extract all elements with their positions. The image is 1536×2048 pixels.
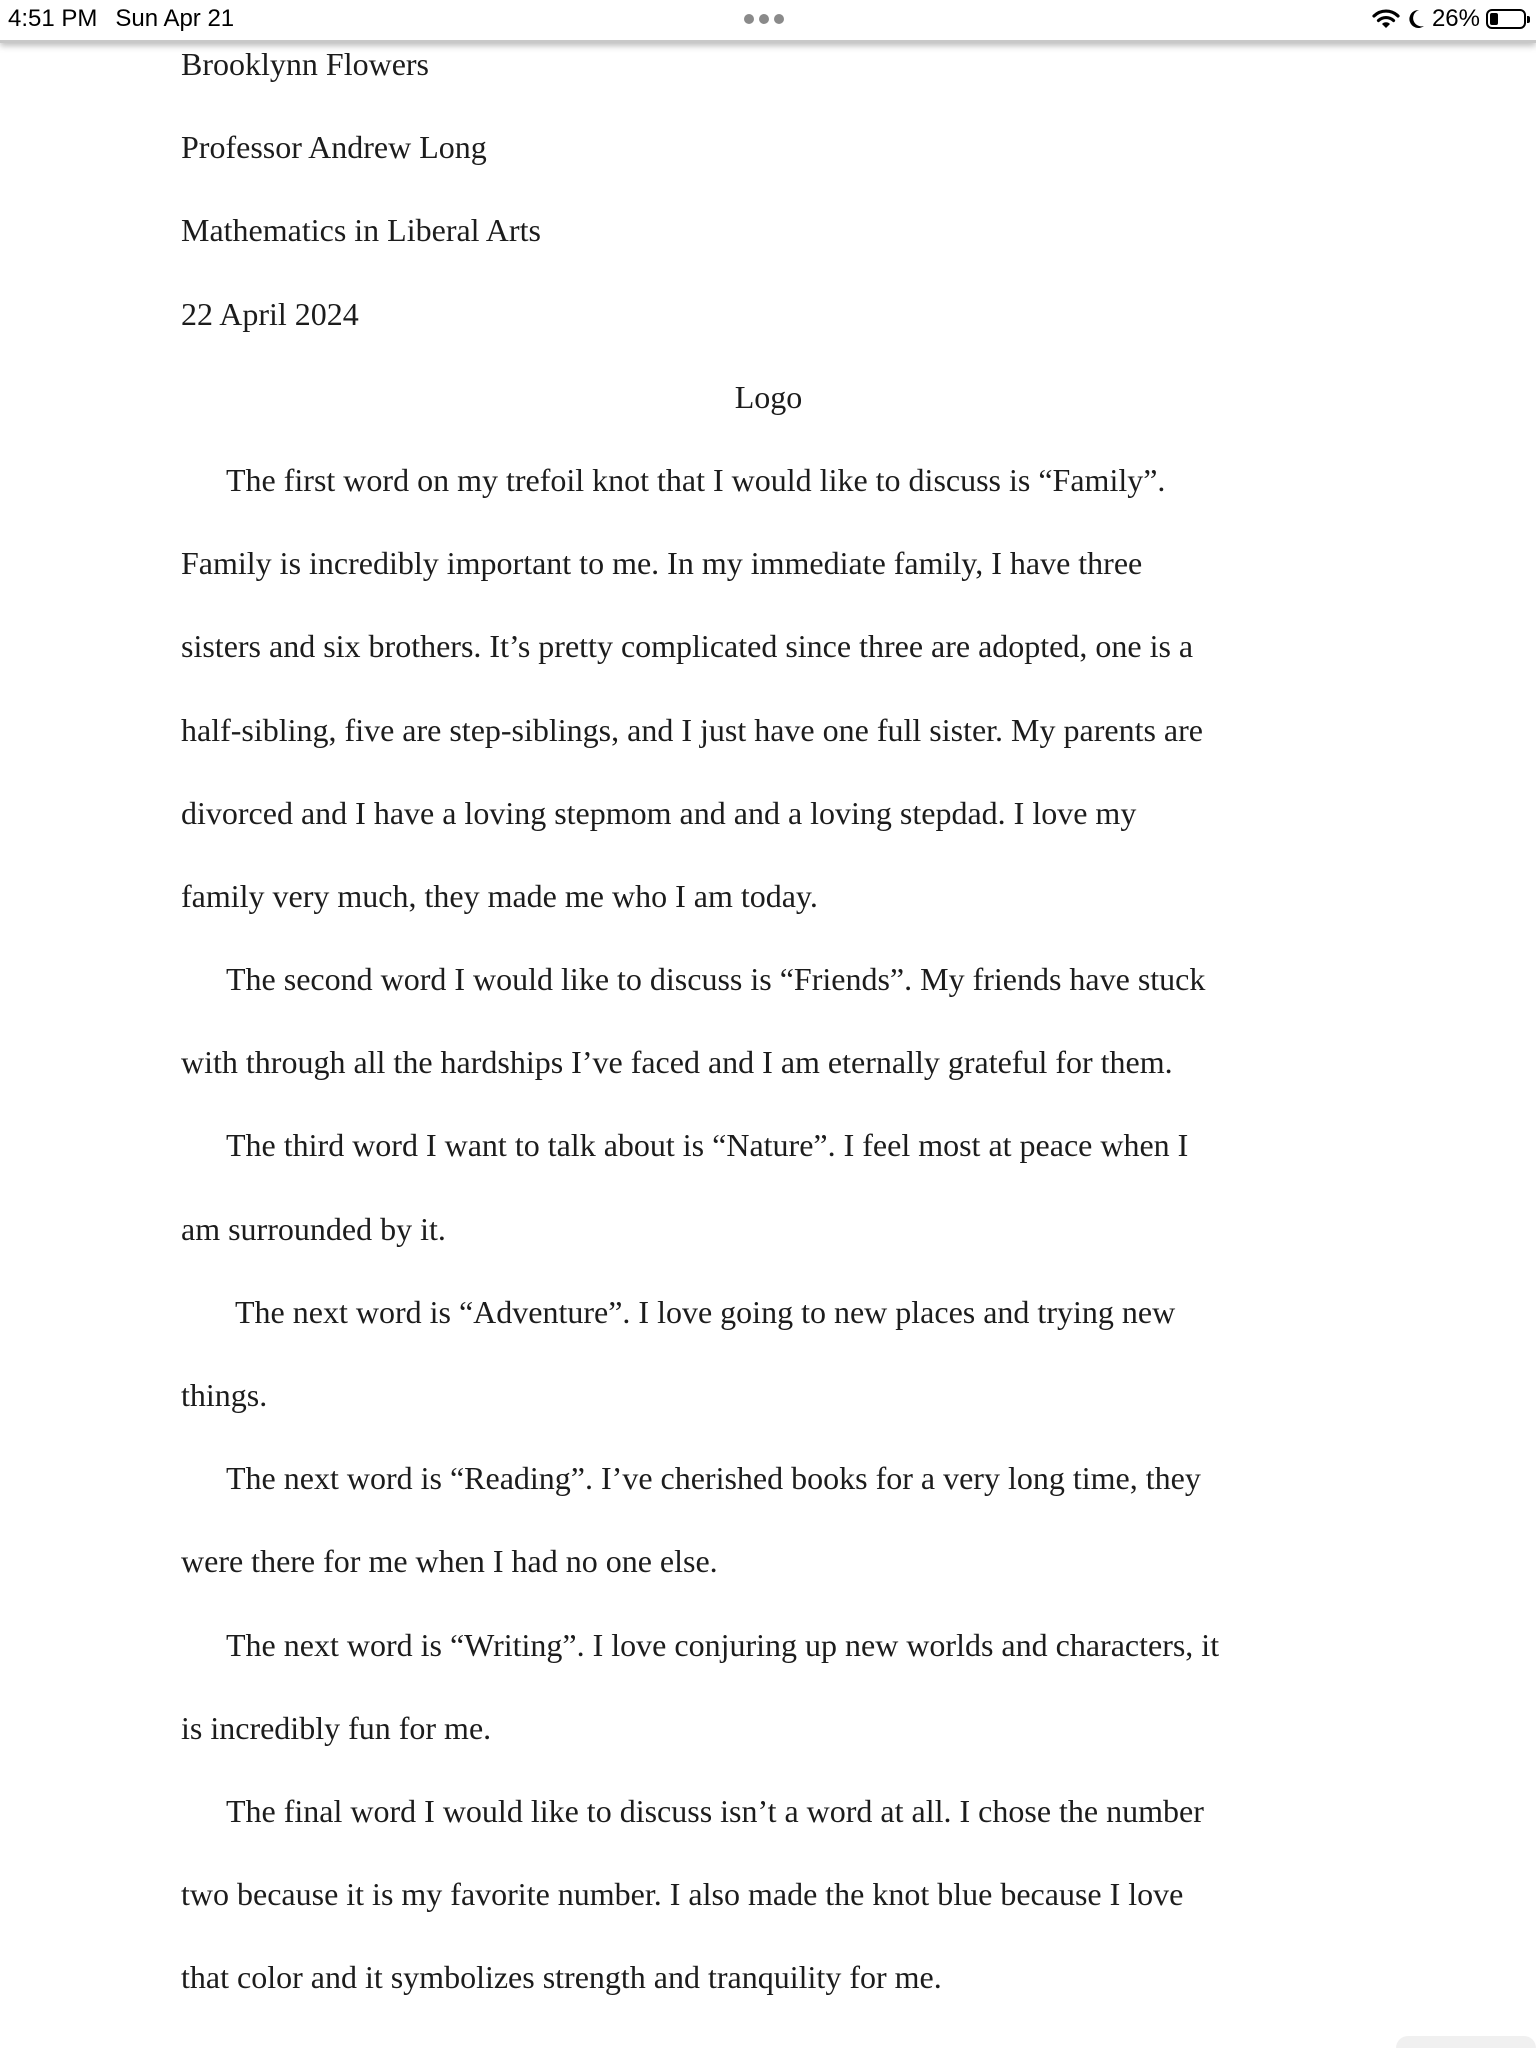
status-bar: [0, 0, 1536, 43]
battery-icon: [1486, 9, 1526, 29]
body-line: Family is incredibly important to me. In my immediate family, I have three: [181, 545, 1143, 582]
wifi-icon: [1372, 8, 1400, 30]
document-title: Logo: [734, 378, 803, 415]
body-line: divorced and I have a loving stepmom and and a loving stepdad. I love my: [181, 794, 1137, 831]
moon-icon: [1406, 8, 1426, 30]
battery-percent: 26%: [1431, 5, 1480, 32]
home-indicator[interactable]: [1396, 2036, 1536, 2048]
body-line: things.: [181, 1377, 268, 1413]
body-line: sisters and six brothers. It’s pretty complicated since three are adopted, one is a: [181, 628, 1194, 665]
body-line: The second word I would like to discuss is “Friends”. My friends have stuck: [226, 961, 1206, 998]
body-line: The first word on my trefoil knot that I would like to discuss is “Family”.: [226, 461, 1166, 498]
status-time: 4:51 PM: [8, 5, 98, 32]
body-line: The next word is “Writing”. I love conjuring up new worlds and characters, it: [226, 1626, 1220, 1663]
body-line: The final word I would like to discuss isn’t a word at all. I chose the number: [226, 1792, 1204, 1829]
body-line: The next word is “Reading”. I’ve cherished books for a very long time, they: [226, 1460, 1201, 1497]
header-date: 22 April 2024: [181, 295, 359, 332]
body-line: The third word I want to talk about is “Nature”. I feel most at peace when I: [226, 1127, 1189, 1164]
body-line: am surrounded by it.: [181, 1210, 446, 1247]
document-page[interactable]: [181, 42, 1361, 2039]
body-line: were there for me when I had no one else.: [181, 1543, 718, 1580]
body-line: The next word is “Adventure”. I love going to new places and trying new: [235, 1293, 1176, 1330]
status-date: Sun Apr 21: [115, 5, 235, 32]
body-line: that color and it symbolizes strength and tranquility for me.: [181, 1959, 942, 1996]
header-professor: Professor Andrew Long: [181, 129, 487, 166]
body-line: family very much, they made me who I am today.: [181, 877, 818, 914]
body-line: is incredibly fun for me.: [181, 1709, 492, 1746]
status-indicators: [1372, 5, 1526, 33]
header-course: Mathematics in Liberal Arts: [181, 212, 541, 249]
body-line: with through all the hardships I’ve faced and I am eternally grateful for them.: [181, 1044, 1173, 1081]
body-line: two because it is my favorite number. I also made the knot blue because I love: [181, 1876, 1184, 1913]
body-line: half-sibling, five are step-siblings, and I just have one full sister. My parents are: [181, 711, 1203, 748]
status-time-date: [8, 5, 234, 33]
more-dots-icon[interactable]: [744, 14, 784, 24]
header-author: Brooklynn Flowers: [181, 46, 429, 82]
